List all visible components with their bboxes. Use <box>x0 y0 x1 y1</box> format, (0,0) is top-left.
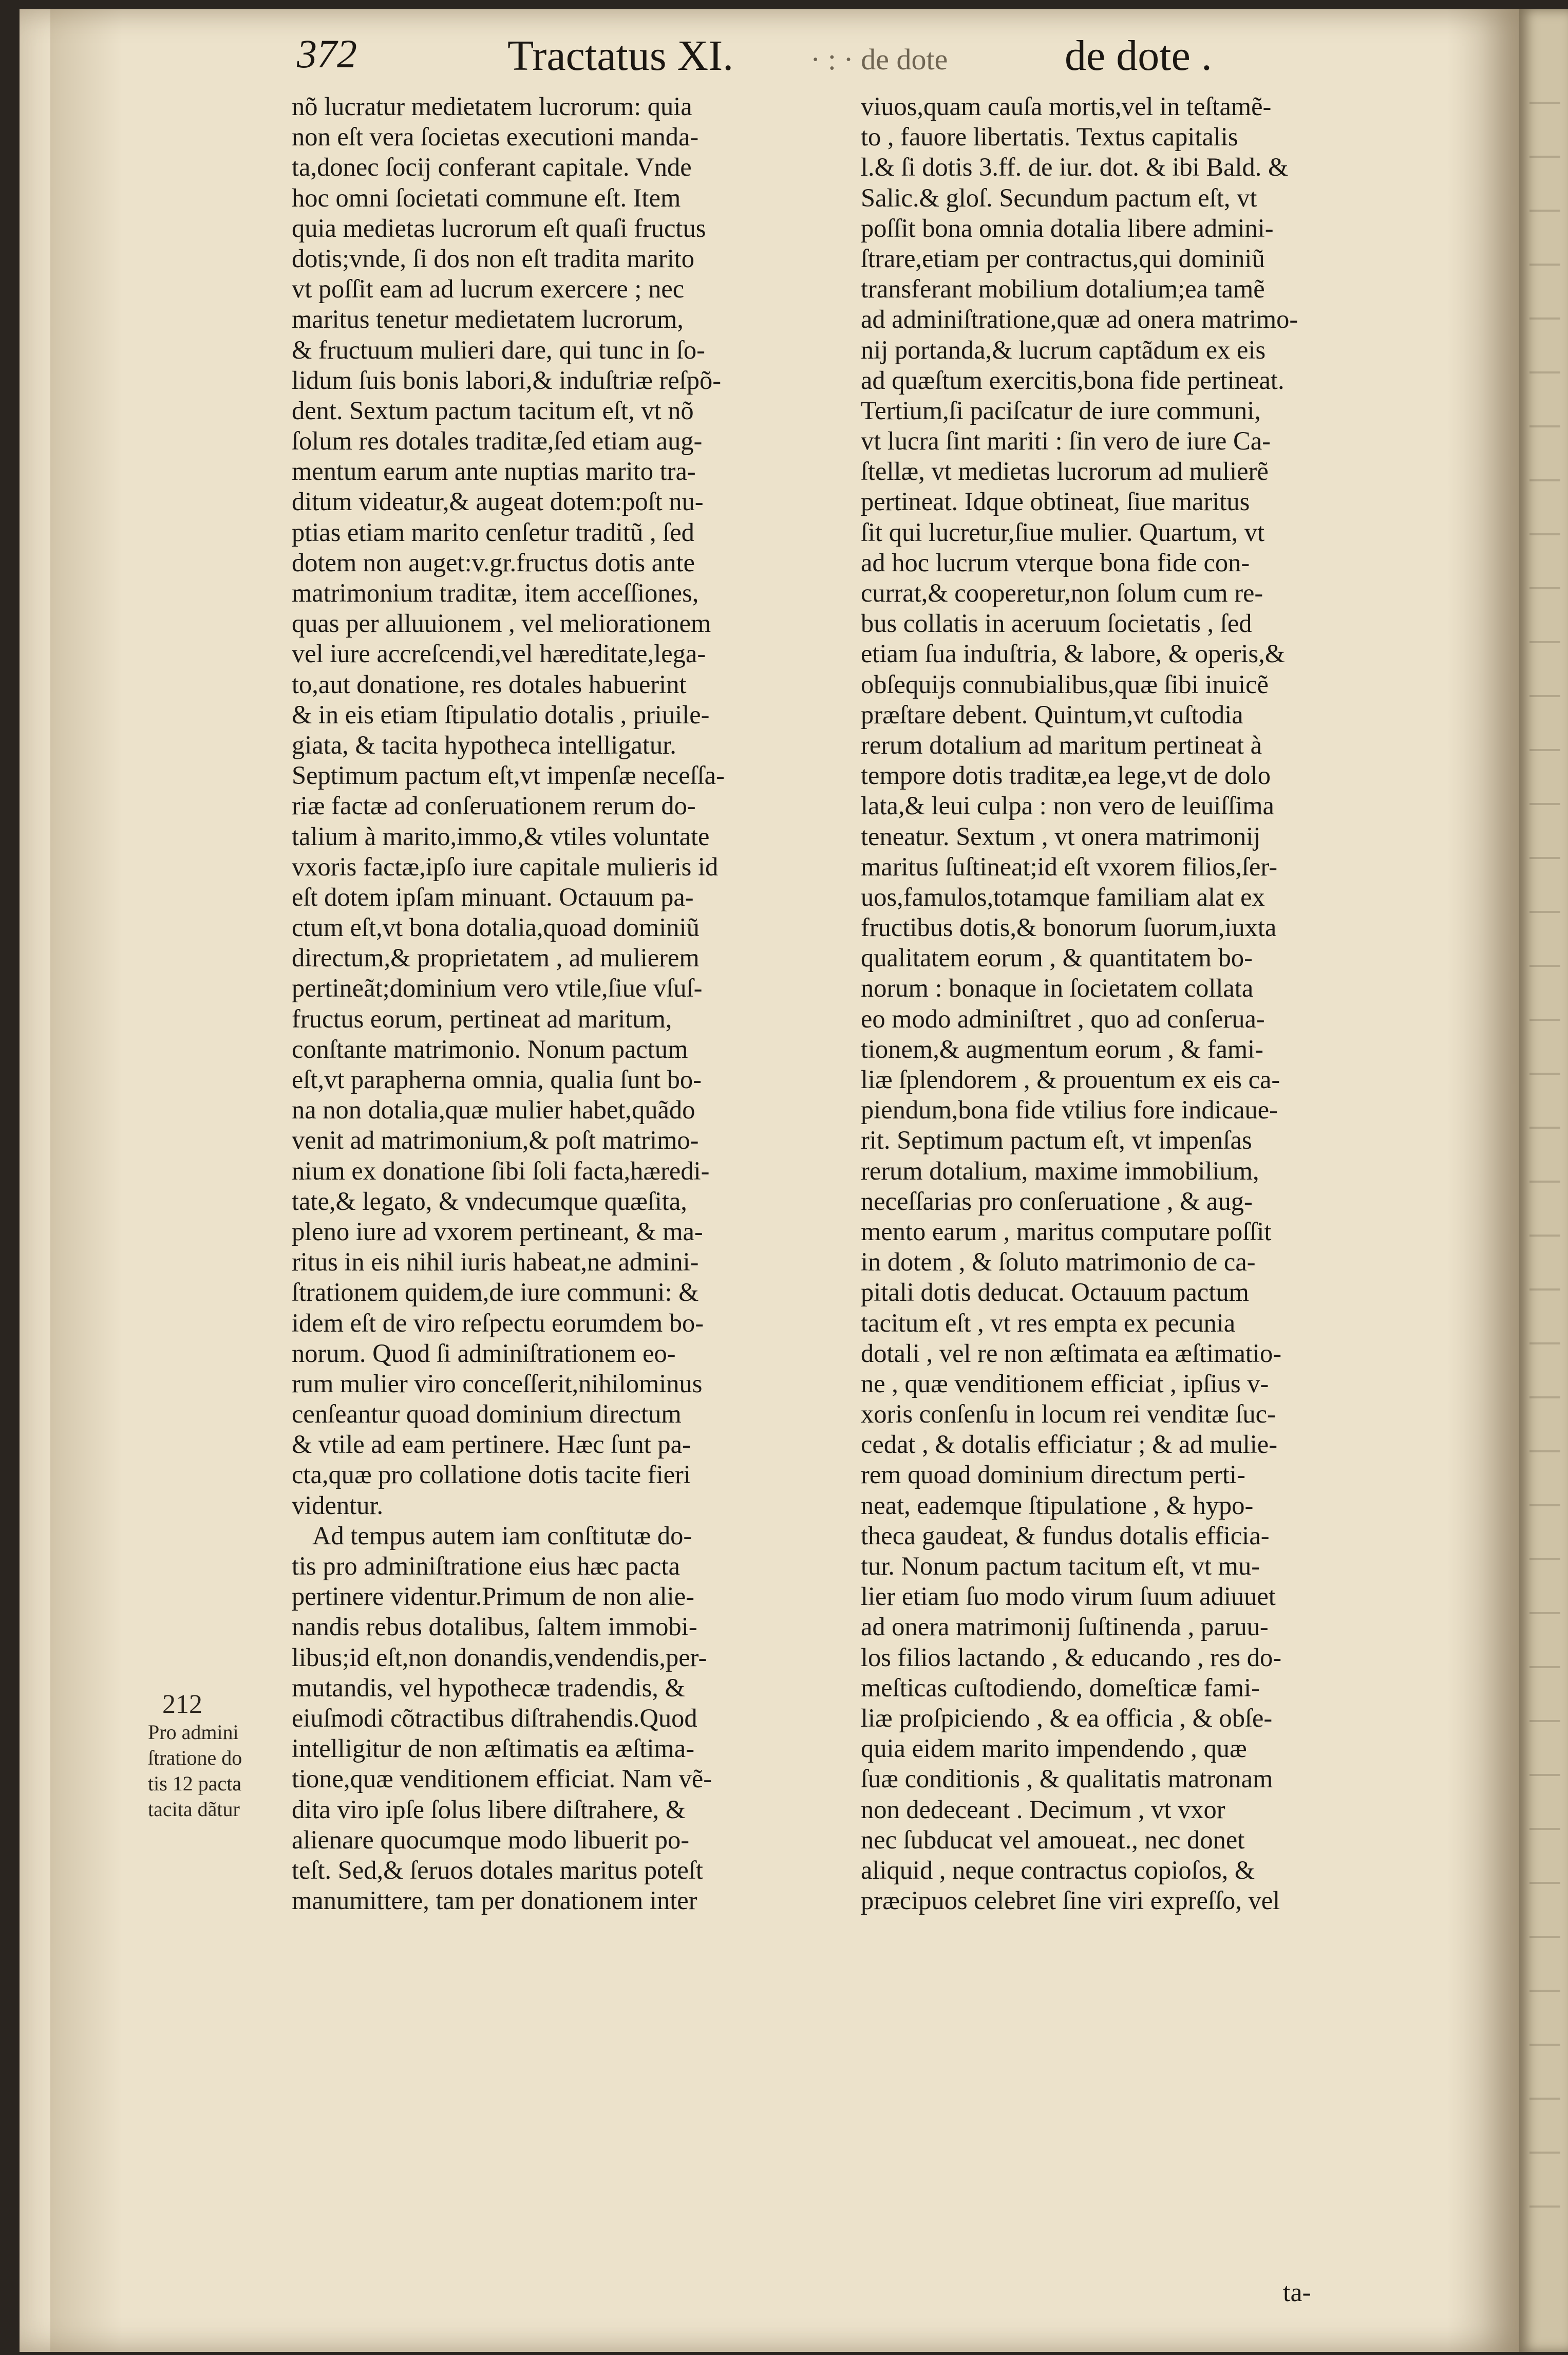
edge-shadow-line <box>1529 1882 1560 1884</box>
text-line: liæ proſpiciendo , & ea officia , & obſe- <box>861 1703 1273 1732</box>
edge-shadow-line <box>1529 1396 1560 1398</box>
edge-shadow-line <box>1529 965 1560 967</box>
text-line: non eſt vera ſocietas executioni manda- <box>292 122 699 152</box>
text-line: eo modo adminiſtret , quo ad conſerua- <box>861 1004 1265 1033</box>
text-line: piendum,bona fide vtilius fore indicaue- <box>861 1095 1278 1125</box>
text-line: & fructuum mulieri dare, qui tunc in ſo- <box>292 335 705 364</box>
text-line: libus;id eſt,non donandis,vendendis,per- <box>292 1642 707 1672</box>
margin-note-line: Pro admini <box>148 1721 239 1744</box>
text-line: ctum eſt,vt bona dotalia,quoad dominiũ <box>292 913 700 942</box>
text-line: liæ ſplendorem , & prouentum ex eis ca- <box>861 1065 1280 1094</box>
text-line: to,aut donatione, res dotales habuerint <box>292 669 687 699</box>
edge-shadow-line <box>1529 1235 1560 1237</box>
edge-shadow-line <box>1529 749 1560 751</box>
edge-shadow-line <box>1529 1720 1560 1722</box>
text-line: Septimum pactum eſt,vt impenſæ neceſſa- <box>292 761 725 790</box>
text-line: dent. Sextum pactum tacitum eſt, vt nõ <box>292 396 694 425</box>
text-line: riæ factæ ad conſeruationem rerum do- <box>292 791 696 820</box>
text-line: etiam ſua induſtria, & labore, & operis,& <box>861 639 1286 668</box>
edge-shadow-line <box>1529 479 1560 481</box>
text-line: dotem non auget:v.gr.fructus dotis ante <box>292 548 695 577</box>
text-line: Tertium,ſi paciſcatur de iure communi, <box>861 396 1261 425</box>
text-line: rerum dotalium ad maritum pertineat à <box>861 730 1262 759</box>
text-line: cta,quæ pro collatione dotis tacite fieri <box>292 1460 691 1489</box>
edge-shadow-line <box>1529 2044 1560 2046</box>
page-gutter-shading <box>50 9 122 2352</box>
text-line: lata,& leui culpa : non vero de leuiſſima <box>861 791 1274 820</box>
text-line: rem quoad dominium directum perti- <box>861 1460 1245 1489</box>
edge-shadow-line <box>1529 533 1560 535</box>
edge-shadow-line <box>1529 1504 1560 1506</box>
text-line: Ad tempus autem iam conſtitutæ do- <box>312 1521 692 1550</box>
text-line: neat, eademque ſtipulatione , & hypo- <box>861 1490 1254 1520</box>
text-line: tempore dotis traditæ,ea lege,vt de dolo <box>861 761 1271 790</box>
text-line: bus collatis in aceruum ſocietatis , ſed <box>861 609 1252 638</box>
edge-shadow-line <box>1529 1558 1560 1560</box>
text-line: rit. Septimum pactum eſt, vt impenſas <box>861 1126 1252 1155</box>
text-line: poſſit bona omnia dotalia libere admini- <box>861 213 1274 242</box>
edge-shadow-line <box>1529 911 1560 913</box>
text-line: cedat , & dotalis efficiatur ; & ad mulie- <box>861 1430 1278 1459</box>
edge-shadow-line <box>1529 1342 1560 1344</box>
text-line: obſequijs connubialibus,quæ ſibi inuicẽ <box>861 669 1269 699</box>
text-line: tionem,& augmentum eorum , & fami- <box>861 1034 1263 1063</box>
text-line: xoris conſenſu in locum rei venditæ ſuc- <box>861 1399 1276 1429</box>
text-column-right <box>861 91 1421 1916</box>
edge-shadow-line <box>1529 803 1560 805</box>
text-line: quia medietas lucrorum eſt quaſi fructus <box>292 213 706 242</box>
margin-note-number: 212 <box>162 1690 202 1719</box>
next-page-edge <box>1519 9 1568 2352</box>
text-line: nij portanda,& lucrum captãdum ex eis <box>861 335 1266 364</box>
edge-shadow-line <box>1529 1288 1560 1291</box>
text-line: fructus eorum, pertineat ad maritum, <box>292 1004 672 1033</box>
text-line: eſt,vt paraphernа omnia, qualia ſunt bo- <box>292 1065 702 1094</box>
edge-shadow-line <box>1529 1936 1560 1938</box>
text-line: ſtellæ, vt medietas lucrorum ad mulierẽ <box>861 457 1269 486</box>
text-line: to , fauore libertatis. Textus capitalis <box>861 122 1238 152</box>
edge-shadow-line <box>1529 695 1560 697</box>
text-line: qualitatem eorum , & quantitatem bo- <box>861 943 1253 973</box>
text-line: pleno iure ad vxorem pertineant, & ma- <box>292 1217 703 1246</box>
text-line: nec ſubducat vel amoueat., nec donet <box>861 1825 1245 1854</box>
edge-shadow-line <box>1529 371 1560 373</box>
text-line: l.& ſi dotis 3.ff. de iur. dot. & ibi Bald. & <box>861 153 1289 182</box>
text-line: pertineat. Idque obtineat, ſiue maritus <box>861 487 1250 516</box>
running-header <box>297 31 1401 92</box>
edge-shadow-line <box>1529 425 1560 427</box>
text-line: fructibus dotis,& bonorum ſuorum,iuxta <box>861 913 1277 942</box>
edge-shadow-line <box>1529 1666 1560 1668</box>
text-line: norum. Quod ſi adminiſtrationem eo- <box>292 1338 676 1368</box>
text-line: ſtrationem quidem,de iure communi: & <box>292 1278 699 1307</box>
edge-shadow-line <box>1529 1127 1560 1129</box>
text-line: directum,& proprietatem , ad mulierem <box>292 943 700 973</box>
margin-note <box>148 1692 287 1822</box>
text-line: ditum videatur,& augeat dotem:poſt nu- <box>292 487 704 516</box>
text-line: præſtare debent. Quintum,vt cuſtodia <box>861 700 1243 729</box>
text-line: intelligitur de non æſtimatis ea æſtima- <box>292 1734 695 1763</box>
page-number: 372 <box>297 31 357 76</box>
text-line: manumittere, tam per donationem inter <box>292 1886 697 1915</box>
text-line: rum mulier viro conceſſerit,nihilominus <box>292 1369 703 1398</box>
edge-shadow-line <box>1529 210 1560 212</box>
text-line: eiuſmodi cõtractibus diſtrahendis.Quod <box>292 1703 697 1732</box>
edge-shadow-line <box>1529 2098 1560 2100</box>
text-line: in dotem , & ſoluto matrimonio de ca- <box>861 1247 1256 1277</box>
page-edge-shading <box>1447 9 1519 2352</box>
text-line: ad onera matrimonij ſuſtinenda , paruu- <box>861 1612 1269 1641</box>
edge-shadow-line <box>1529 1073 1560 1075</box>
text-line: talium à marito,immo,& vtiles voluntate <box>292 821 710 851</box>
text-line: vt poſſit eam ad lucrum exercere ; nec <box>292 274 685 304</box>
text-line: theca gaudeat, & fundus dotalis efficia- <box>861 1521 1270 1550</box>
text-line: & in eis etiam ſtipulatio dotalis , priuile- <box>292 700 710 729</box>
edge-shadow-line <box>1529 587 1560 589</box>
text-line: teneatur. Sextum , vt onera matrimonij <box>861 821 1261 851</box>
text-line: maritus ſuſtineat;id eſt vxorem filios,ſer- <box>861 852 1278 881</box>
text-line: ritus in eis nihil iuris habeat,ne admini- <box>292 1247 699 1277</box>
text-line: eſt dotem ipſam minuant. Octauum pa- <box>292 882 694 911</box>
text-line: currat,& cooperetur,non ſolum cum re- <box>861 578 1263 607</box>
text-line: ad hoc lucrum vterque bona fide con- <box>861 548 1250 577</box>
text-line: nium ex donatione ſibi ſoli facta,hæredi- <box>292 1156 710 1185</box>
header-title-right: de dote . <box>1065 32 1212 80</box>
text-line: na non dotalia,quæ mulier habet,quãdo <box>292 1095 695 1125</box>
edge-shadow-line <box>1529 102 1560 104</box>
text-line: ne , quæ venditionem efficiat , ipſius v- <box>861 1369 1269 1398</box>
text-line: norum : bonaque in ſocietatem collata <box>861 974 1254 1003</box>
edge-shadow-line <box>1529 2206 1560 2208</box>
text-column-left <box>292 91 841 1916</box>
text-line: tur. Nonum pactum tacitum eſt, vt mu- <box>861 1552 1260 1580</box>
text-line: & vtile ad eam pertinere. Hæc ſunt pa- <box>292 1430 691 1459</box>
header-title: Tractatus XI. <box>507 32 734 80</box>
text-line: ptias etiam marito cenſetur traditũ , ſed <box>292 517 694 547</box>
margin-note-line: tis 12 pacta <box>148 1772 242 1795</box>
text-line: dotis;vnde, ſi dos non eſt tradita marito <box>292 244 695 273</box>
text-line: alienare quocumque modo libuerit po- <box>292 1825 690 1854</box>
text-line: ſit qui lucretur,ſiue mulier. Quartum, vt <box>861 517 1265 547</box>
text-line: pitali dotis deducat. Octauum pactum <box>861 1278 1249 1307</box>
text-line: mentum earum ante nuptias marito tra- <box>292 457 696 486</box>
text-line: dotali , vel re non æſtimata ea æſtimatio- <box>861 1338 1282 1368</box>
edge-shadow-line <box>1529 857 1560 859</box>
edge-shadow-line <box>1529 156 1560 158</box>
text-line: cenſeantur quoad dominium directum <box>292 1399 682 1429</box>
text-line: pertineãt;dominium vero vtile,ſiue vſuſ- <box>292 974 703 1003</box>
edge-shadow-line <box>1529 1990 1560 1992</box>
edge-shadow-line <box>1529 1019 1560 1021</box>
text-line: aliquid , neque contractus copioſos, & <box>861 1855 1255 1884</box>
text-line: mutandis, vel hypothecæ tradendis, & <box>292 1673 685 1702</box>
text-line: tis pro adminiſtratione eius hæc pacta <box>292 1552 680 1580</box>
text-line: conſtante matrimonio. Nonum pactum <box>292 1034 688 1063</box>
text-line: hoc omni ſocietati commune eſt. Item <box>292 183 681 212</box>
text-line: tacitum eſt , vt res empta ex pecunia <box>861 1308 1236 1337</box>
text-line: los filios lactando , & educando , res do- <box>861 1642 1282 1672</box>
text-line: vel iure accreſcendi,vel hæreditate,lega- <box>292 639 706 668</box>
text-line: ſtrare,etiam per contractus,qui dominiũ <box>861 244 1265 273</box>
edge-shadow-line <box>1529 641 1560 643</box>
text-line: viuos,quam cauſa mortis,vel in teſtamẽ- <box>861 92 1272 121</box>
text-line: vxoris factæ,ipſo iure capitale mulieris id <box>292 852 719 881</box>
text-line: dita viro ipſe ſolus libere diſtrahere, & <box>292 1795 686 1824</box>
text-line: lidum ſuis bonis labori,& induſtriæ reſpõ- <box>292 365 722 395</box>
text-line: maritus tenetur medietatem lucrorum, <box>292 305 684 334</box>
text-line: ad adminiſtratione,quæ ad onera matrimo- <box>861 305 1298 334</box>
text-line: quia eidem marito impendendo , quæ <box>861 1734 1247 1763</box>
header-bleed-through: · : · de dote <box>810 43 948 76</box>
text-line: vt lucra ſint mariti : ſin vero de iure Ca- <box>861 426 1271 456</box>
text-line: idem eſt de viro reſpectu eorumdem bo- <box>292 1308 704 1337</box>
text-line: quas per alluuionem , vel meliorationem <box>292 609 711 638</box>
text-line: Salic.& gloſ. Secundum pactum eſt, vt <box>861 183 1257 212</box>
text-line: uos,famulos,totamque familiam alat ex <box>861 882 1265 911</box>
text-line: tione,quæ venditionem efficiat. Nam vẽ- <box>292 1764 712 1793</box>
edge-shadow-line <box>1529 1828 1560 1830</box>
text-line: venit ad matrimonium,& poſt matrimo- <box>292 1126 699 1155</box>
edge-shadow-line <box>1529 1774 1560 1776</box>
edge-shadow-line <box>1529 1612 1560 1614</box>
text-line: transferant mobilium dotalium;ea tamẽ <box>861 274 1265 304</box>
text-line: teſt. Sed,& ſeruos dotales maritus poteſt <box>292 1855 703 1884</box>
text-line: tate,& legato, & vndecumque quæſita, <box>292 1186 687 1216</box>
edge-shadow-line <box>1529 317 1560 320</box>
text-line: mento earum , maritus computare poſſit <box>861 1217 1272 1246</box>
text-line: neceſſarias pro conſeruatione , & aug- <box>861 1186 1253 1216</box>
text-line: pertinere videntur.Primum de non alie- <box>292 1582 694 1611</box>
text-line: lier etiam ſuo modo virum ſuum adiuuet <box>861 1582 1276 1611</box>
text-line: non dedeceant . Decimum , vt vxor <box>861 1795 1225 1824</box>
margin-note-line: tacita dãtur <box>148 1798 240 1821</box>
text-line: præcipuos celebret ſine viri expreſſo, vel <box>861 1886 1280 1915</box>
text-line: ſuæ conditionis , & qualitatis matronam <box>861 1764 1273 1793</box>
margin-note-line: ſtratione do <box>148 1746 242 1769</box>
book-page <box>20 9 1519 2352</box>
edge-shadow-line <box>1529 2152 1560 2154</box>
text-line: rerum dotalium, maxime immobilium, <box>861 1156 1259 1185</box>
text-line: giata, & tacita hypotheca intelligatur. <box>292 730 676 759</box>
text-line: videntur. <box>292 1490 384 1520</box>
text-line: ta,donec ſocij conferant capitale. Vnde <box>292 153 692 182</box>
text-line: ad quæſtum exercitis,bona fide pertineat. <box>861 365 1284 395</box>
catchword: ta- <box>1283 2278 1311 2307</box>
edge-shadow-line <box>1529 1181 1560 1183</box>
text-line: ſolum res dotales traditæ,ſed etiam aug- <box>292 426 703 456</box>
text-line: matrimonium traditæ, item acceſſiones, <box>292 578 699 607</box>
edge-shadow-line <box>1529 264 1560 266</box>
edge-shadow-line <box>1529 1450 1560 1452</box>
text-line: meſticas cuſtodiendo, domeſticæ fami- <box>861 1673 1260 1702</box>
text-line: nõ lucratur medietatem lucrorum: quia <box>292 92 692 121</box>
text-line: nandis rebus dotalibus, ſaltem immobi- <box>292 1612 697 1641</box>
